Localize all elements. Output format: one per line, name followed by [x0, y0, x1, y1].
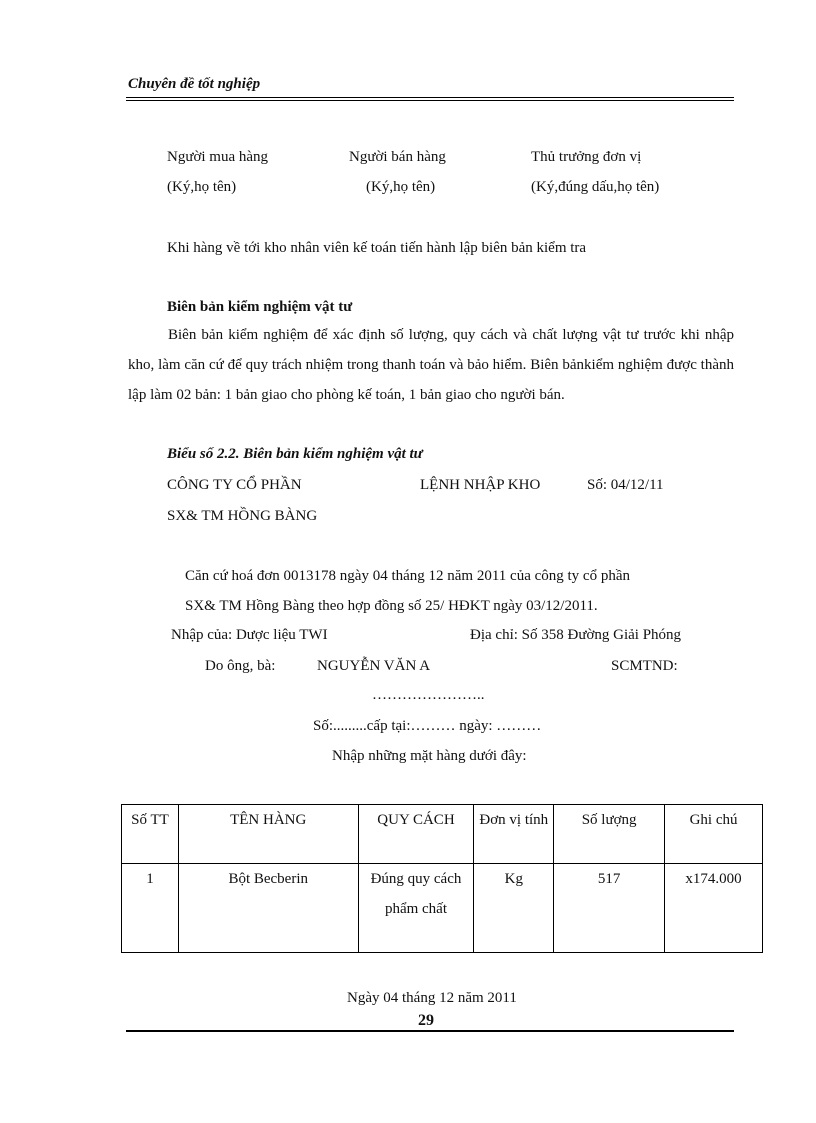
signature-seller-note: (Ký,họ tên)	[366, 179, 436, 195]
header-cell-name: TÊN HÀNG	[178, 805, 358, 864]
signature-buyer-note: (Ký,họ tên)	[167, 179, 237, 195]
intro-line: Khi hàng về tới kho nhân viên kế toán tiến hành lập biên bản kiểm tra	[167, 240, 587, 256]
dots-line: …………………..	[372, 687, 485, 703]
cell-spec: Đúng quy cách phẩm chất	[358, 864, 474, 953]
form-caption: Biểu số 2.2. Biên bản kiểm nghiệm vật tư	[167, 446, 423, 462]
address: Địa chỉ: Số 358 Đường Giải Phóng	[470, 627, 682, 643]
signature-buyer-role: Người mua hàng	[167, 149, 269, 165]
import-from: Nhập của: Dược liệu TWI	[171, 627, 328, 643]
section-paragraph: Biên bản kiểm nghiệm để xác định số lượng, quy cách và chất lượng vật tư trước khi nhập kho, làm căn cứ để quy trách nhiệm trong thanh toán và bảo hiểm. Biên bảnkiểm nghiệm được thành lập làm 02 bản: 1 bản giao cho phòng kế toán, 1 bản giao cho người bán.	[128, 327, 734, 403]
section-heading: Biên bản kiểm nghiệm vật tư	[167, 299, 353, 315]
page-number: 29	[418, 1012, 434, 1029]
basis-line-1: Căn cứ hoá đơn 0013178 ngày 04 tháng 12 năm 2011 của công ty cổ phần	[185, 568, 630, 584]
id-details: Số:.........cấp tại:……… ngày: ………	[313, 718, 542, 734]
cell-note: x174.000	[665, 864, 763, 953]
order-title: LỆNH NHẬP KHO	[420, 477, 541, 493]
table-row	[122, 864, 763, 953]
header-rule	[126, 97, 734, 98]
cell-stt: 1	[122, 864, 179, 953]
section-paragraph-block	[128, 320, 734, 410]
items-intro: Nhập những mặt hàng dưới đây:	[332, 748, 527, 764]
company-line-1: CÔNG TY CỔ PHẦN	[167, 477, 302, 493]
header-rule-double	[126, 100, 734, 101]
id-label: SCMTND:	[611, 658, 678, 674]
document-header-title: Chuyên đề tốt nghiệp	[128, 76, 261, 92]
company-line-2: SX& TM HỒNG BÀNG	[167, 508, 318, 524]
footer-rule	[126, 1030, 734, 1032]
date-line: Ngày 04 tháng 12 năm 2011	[347, 990, 517, 1006]
by-label: Do ông, bà:	[205, 658, 276, 674]
cell-quantity: 517	[554, 864, 665, 953]
signature-head-role: Thủ trưởng đơn vị	[531, 149, 642, 165]
cell-unit: Kg	[474, 864, 554, 953]
signature-head-note: (Ký,đúng dấu,họ tên)	[531, 179, 660, 195]
header-cell-note: Ghi chú	[665, 805, 763, 864]
order-number: Số: 04/12/11	[587, 477, 664, 493]
header-cell-spec: QUY CÁCH	[358, 805, 474, 864]
basis-line-2: SX& TM Hồng Bàng theo hợp đồng số 25/ HĐKT ngày 03/12/2011.	[185, 598, 598, 614]
header-cell-unit: Đơn vị tính	[474, 805, 554, 864]
signature-seller-role: Người bán hàng	[349, 149, 446, 165]
header-cell-stt: Số TT	[122, 805, 179, 864]
by-name: NGUYỄN VĂN A	[317, 658, 431, 674]
items-table	[121, 804, 763, 953]
header-cell-quantity: Số lượng	[554, 805, 665, 864]
table-header-row	[122, 805, 763, 864]
cell-name: Bột Becberin	[178, 864, 358, 953]
